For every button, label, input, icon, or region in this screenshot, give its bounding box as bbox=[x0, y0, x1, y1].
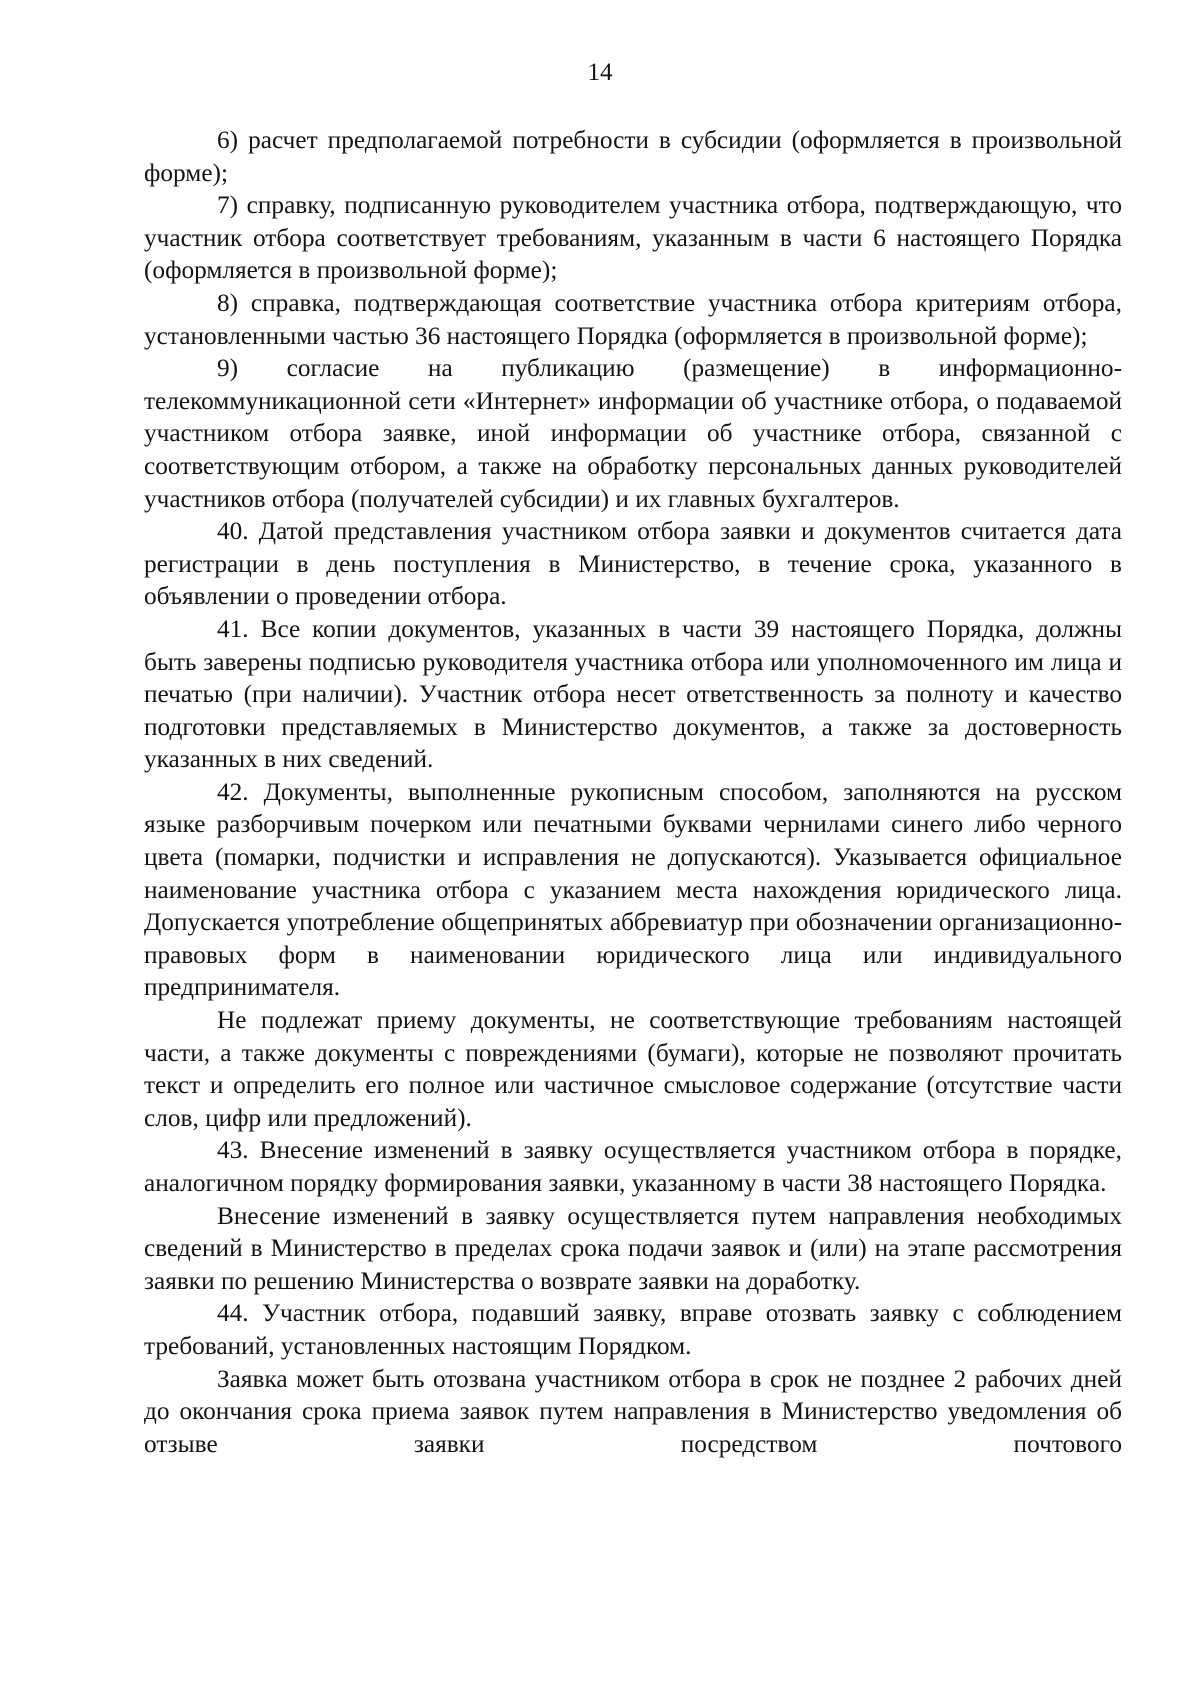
clause-44: 44. Участник отбора, подавший заявку, вправе отозвать заявку с соблюдением требований, установленных настоящим Порядком. bbox=[144, 1299, 1122, 1360]
list-item-6: 6) расчет предполагаемой потребности в субсидии (оформляется в произвольной форме); bbox=[144, 126, 1122, 187]
clause-42: 42. Документы, выполненные рукописным способом, заполняются на русском языке разборчивым почерком или печатными буквами чернилами синего либо черного цвета (помарки, подчистки и исправления не допускаются). Указывается официальное наименование участника отбора с указанием места нахождения юридического лица. Допускается употребление общепринятых аббревиатур при обозначении организационно-правовых форм в наименовании юридического лица или индивидуального предпринимателя. bbox=[144, 777, 1122, 1002]
list-item-8: 8) справка, подтверждающая соответствие участника отбора критериям отбора, установленными частью 36 настоящего Порядка (оформляется в произвольной форме); bbox=[144, 288, 1122, 350]
clause-43: 43. Внесение изменений в заявку осуществляется участником отбора в порядке, аналогичном порядку формирования заявки, указанному в части 38 настоящего Порядка. bbox=[144, 1136, 1122, 1197]
clause-40: 40. Датой представления участником отбора заявки и документов считается дата регистрации в день поступления в Министерство, в течение срока, указанного в объявлении о проведении отбора. bbox=[144, 517, 1122, 611]
clause-44-continuation: Заявка может быть отозвана участником отбора в срок не позднее 2 рабочих дней до окончания срока приема заявок путем направления в Министерство уведомления об отзыве заявки посредством почтового bbox=[144, 1364, 1122, 1458]
clause-42-continuation: Не подлежат приему документы, не соответствующие требованиям настоящей части, а также документы с повреждениями (бумаги), которые не позволяют прочитать текст и определить его полное или частичное смысловое содержание (отсутствие части слов, цифр или предложений). bbox=[144, 1006, 1122, 1132]
clause-41: 41. Все копии документов, указанных в части 39 настоящего Порядка, должны быть заверены подписью руководителя участника отбора или уполномоченного им лица и печатью (при наличии). Участник отбора несет ответственность за полноту и качество подготовки представляемых в Министерство документов, а также за достоверность указанных в них сведений. bbox=[144, 614, 1122, 774]
page-number: 14 bbox=[587, 59, 613, 86]
list-item-9: 9) согласие на публикацию (размещение) в информационно-телекоммуникационной сети «Интернет» информации об участнике отбора, о подаваемой участником отбора заявке, иной информации об участнике отбора, связанной с соответствующим отбором, а также на обработку персональных данных руководителей участников отбора (получателей субсидии) и их главных бухгалтеров. bbox=[144, 354, 1122, 513]
list-item-7: 7) справку, подписанную руководителем участника отбора, подтверждающую, что участник отбора соответствует требованиям, указанным в части 6 настоящего Порядка (оформляется в произвольной форме); bbox=[144, 191, 1122, 285]
document-body bbox=[144, 124, 1122, 1460]
clause-43-continuation: Внесение изменений в заявку осуществляется путем направления необходимых сведений в Министерство в пределах срока подачи заявок и (или) на этапе рассмотрения заявки по решению Министерства о возврате заявки на доработку. bbox=[144, 1201, 1122, 1295]
